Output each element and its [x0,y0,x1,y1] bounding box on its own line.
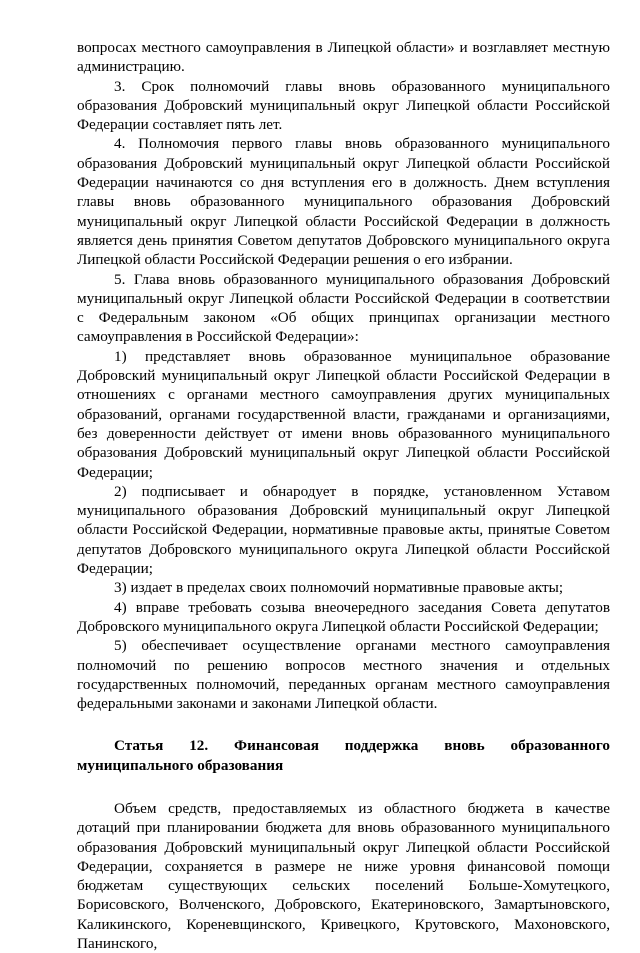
document-page [77,38,610,953]
paragraph-head-powers-intro: 5. Глава вновь образованного муниципального образования Добровский муниципальный округ Липецкой области Российской Федерации в соответствии с Федеральным законом «Об общих принципах организации местного самоуправления в Российской Федерации»: [77,270,610,346]
paragraph-continuation: вопросах местного самоуправления в Липецкой области» и возглавляет местную администрацию. [77,39,610,76]
paragraph-term-of-office: 3. Срок полномочий главы вновь образованного муниципального образования Добровский муниципальный округ Липецкой области Российской Федерации составляет пять лет. [77,77,610,134]
paragraph-financial-support: Объем средств, предоставляемых из областного бюджета в качестве дотаций при планировании бюджета для вновь образованного муниципального образования Добровский муниципальный округ Липецкой области Российской Федерации, сохраняется в размере не ниже уровня финансовой помощи бюджетам существующих сельских поселений Больше-Хомутецкого, Борисовского, Волченского, Добровского, Екатериновского, Замартыновского, Каликинского, Кореневщинского, Кривецкого, Крутовского, Махоновского, Панинского, [77,799,610,953]
paragraph-powers-start: 4. Полномочия первого главы вновь образованного муниципального образования Добровский муниципальный округ Липецкой области Российской Федерации начинаются со дня вступления его в должность. Днем вступления главы вновь образованного муниципального образования Добровский муниципальный округ Липецкой области Российской Федерации в должность является день принятия Советом депутатов Добровского муниципального округа Липецкой области Российской Федерации решения о его избрании. [77,135,610,269]
list-item-4: 4) вправе требовать созыва внеочередного заседания Совета депутатов Добровского муниципального округа Липецкой области Российской Федерации; [77,598,610,635]
list-item-1: 1) представляет вновь образованное муниципальное образование Добровский муниципальный округ Липецкой области Российской Федерации в отношениях с органами местного самоуправления других муниципальных образований, органами государственной власти, гражданами и организациями, без доверенности действует от имени вновь образованного муниципального образования Добровский муниципальный округ Липецкой области Российской Федерации; [77,347,610,481]
article-12-title: Статья 12. Финансовая поддержка вновь образованного муниципального образования [77,737,610,774]
list-item-5: 5) обеспечивает осуществление органами местного самоуправления полномочий по решению вопросов местного значения и отдельных государственных полномочий, переданных органам местного самоуправления федеральными законами и законами Липецкой области. [77,637,610,713]
list-item-2: 2) подписывает и обнародует в порядке, установленном Уставом муниципального образования Добровский муниципальный округ Липецкой области Российской Федерации, нормативные правовые акты, принятые Советом депутатов Добровского муниципального округа Липецкой области Российской Федерации; [77,482,610,578]
list-item-3: 3) издает в пределах своих полномочий нормативные правовые акты; [114,579,564,597]
